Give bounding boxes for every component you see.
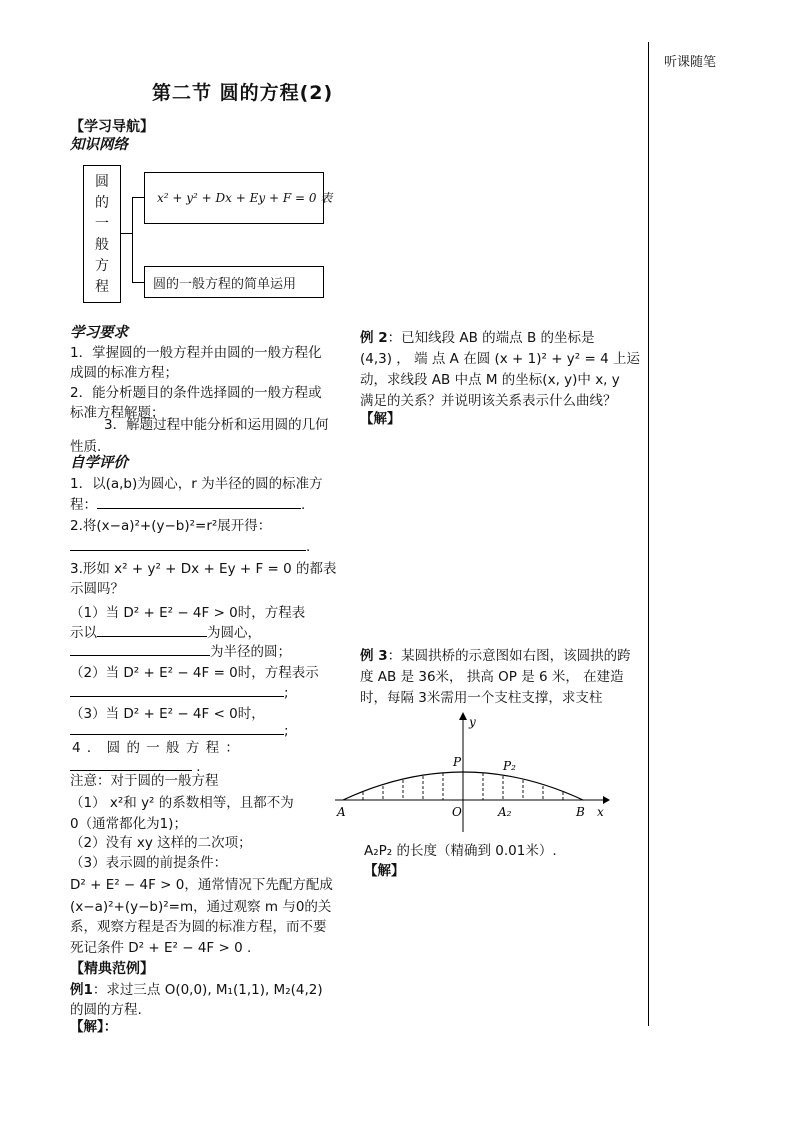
q3-1-line-a: （1）当 D² + E² − 4F > 0时，方程表 — [70, 605, 306, 621]
q3-2-blank-line: ; — [70, 682, 289, 704]
diagram-root-text: 圆 的 一 般 方 程 — [95, 174, 109, 295]
label-p: P — [453, 755, 462, 769]
diagram-connector-bottom — [132, 282, 144, 283]
note-line: （3）表示圆的前提条件： — [70, 855, 228, 871]
example-2-line-0: 例 2：已知线段 AB 的端点 B 的坐标是 — [360, 330, 595, 346]
label-b: B — [576, 805, 585, 819]
q3-2-line: （2）当 D² + E² − 4F = 0时，方程表示 — [70, 665, 319, 681]
diagram-branch-1-text: x² + y² + Dx + Ey + F = 0 表 — [157, 191, 333, 205]
q3-line-b: 示圆吗？ — [70, 581, 124, 597]
label-o: O — [452, 805, 462, 819]
nav-heading: 【学习导航】 — [70, 119, 154, 135]
diagram-branch-2 — [144, 266, 324, 298]
q1-line-a: 1．以(a,b)为圆心，r 为半径的圆的标准方 — [70, 476, 323, 492]
q2-line: 2.将(x−a)²+(y−b)²=r²展开得： — [70, 518, 272, 534]
note-line: 0（通常都化为1)； — [70, 816, 187, 832]
q3-3-blank-line: ; — [70, 720, 289, 742]
side-note: 听课随笔 — [664, 55, 717, 70]
margin-divider — [648, 42, 649, 1026]
q3-line-a: 3.形如 x² + y² + Dx + Ey + F = 0 的都表 — [70, 561, 337, 577]
requirement-line: 3．解题过程中能分析和运用圆的几何 — [104, 417, 329, 433]
diagram-branch-1 — [144, 172, 333, 224]
label-x: x — [597, 805, 604, 819]
example-3-line-1: 度 AB 是 36米， 拱高 OP 是 6 米， 在建造 — [360, 669, 624, 685]
requirement-line: 标准方程解题； — [70, 405, 165, 421]
q3-1-line-b: 示以 为圆心， — [70, 625, 261, 641]
example-1-solution: 【解】： — [70, 1019, 118, 1035]
q3-center-blank[interactable] — [97, 624, 207, 637]
requirement-line: 2．能分析题目的条件选择圆的一般方程或 — [70, 385, 322, 401]
label-a: A — [337, 805, 346, 819]
page-title: 第二节 圆的方程(2) — [152, 82, 334, 104]
note-line: 死记条件 D² + E² − 4F > 0 . — [70, 940, 252, 956]
label-p2: P₂ — [503, 759, 516, 773]
note-line: （1） x²和 y² 的系数相等，且都不为 — [70, 795, 294, 811]
label-a2: A₂ — [498, 805, 512, 819]
diagram-connector-top — [132, 197, 144, 198]
self-eval-heading: 自学评价 — [70, 455, 128, 471]
y-axis-arrow — [459, 712, 467, 720]
requirement-line: 性质. — [70, 439, 102, 455]
example-3-line-2: 时，每隔 3米需用一个支柱支撑，求支柱 — [360, 690, 603, 706]
requirements-heading: 学习要求 — [70, 325, 128, 341]
example-3-tail: A₂P₂ 的长度（精确到 0.01米）. — [364, 843, 557, 859]
example-1-line-b: 的圆的方程. — [70, 1002, 142, 1018]
diagram-branch-2-text: 圆的一般方程的简单运用 — [153, 277, 297, 292]
example-2-solution: 【解】 — [360, 411, 401, 427]
note-line: (x−a)²+(y−b)²=m，通过观察 m 与0的关 — [70, 899, 332, 915]
note-line: （2）没有 xy 这样的二次项； — [70, 835, 252, 851]
note-line: 系，观察方程是否为圆的标准方程，而不要 — [70, 919, 327, 935]
q3-3-line: （3）当 D² + E² − 4F < 0时， — [70, 706, 265, 722]
example-3-solution: 【解】 — [364, 863, 405, 879]
label-y: y — [469, 715, 476, 729]
diagram-connector-h — [120, 233, 132, 234]
requirement-line: 成圆的标准方程； — [70, 365, 178, 381]
example-3-line-0: 例 3：某圆拱桥的示意图如右图，该圆拱的跨 — [360, 648, 631, 664]
arch-bridge-figure — [335, 712, 610, 832]
q3-radius-blank[interactable] — [70, 643, 210, 656]
x-axis-arrow — [603, 796, 610, 804]
diagram-root-box — [83, 165, 121, 303]
q1-blank[interactable] — [97, 496, 301, 509]
q3-3-blank[interactable] — [70, 722, 284, 735]
q4-line: 4 ． 圆 的 一 般 方 程 ： — [72, 740, 240, 756]
diagram-connector-v — [132, 197, 133, 282]
q3-1-line-c: 为半径的圆； — [70, 641, 291, 663]
example-2-line-2: 动，求线段 AB 中点 M 的坐标(x, y)中 x, y — [360, 372, 620, 388]
knowledge-heading: 知识网络 — [70, 137, 128, 153]
examples-heading: 【精典范例】 — [70, 961, 154, 977]
q2-blank[interactable] — [70, 538, 306, 551]
q3-2-blank[interactable] — [70, 684, 284, 697]
example-1-line-a: 例1：求过三点 O(0,0), M₁(1,1), M₂(4,2) — [70, 982, 323, 998]
example-2-line-3: 满足的关系？并说明该关系表示什么曲线？ — [360, 393, 617, 409]
q1-line-b: 程： . — [70, 497, 306, 513]
note-heading: 注意：对于圆的一般方程 — [70, 773, 219, 789]
note-line: D² + E² − 4F > 0，通常情况下先配方配成 — [70, 877, 333, 893]
requirement-line: 1．掌握圆的一般方程并由圆的一般方程化 — [70, 345, 322, 361]
q2-blank-line: . — [70, 536, 310, 558]
q4-blank-line: . — [70, 756, 201, 778]
example-2-line-1: (4,3) ， 端 点 A 在圆 (x + 1)² + y² = 4 上运 — [360, 351, 640, 367]
